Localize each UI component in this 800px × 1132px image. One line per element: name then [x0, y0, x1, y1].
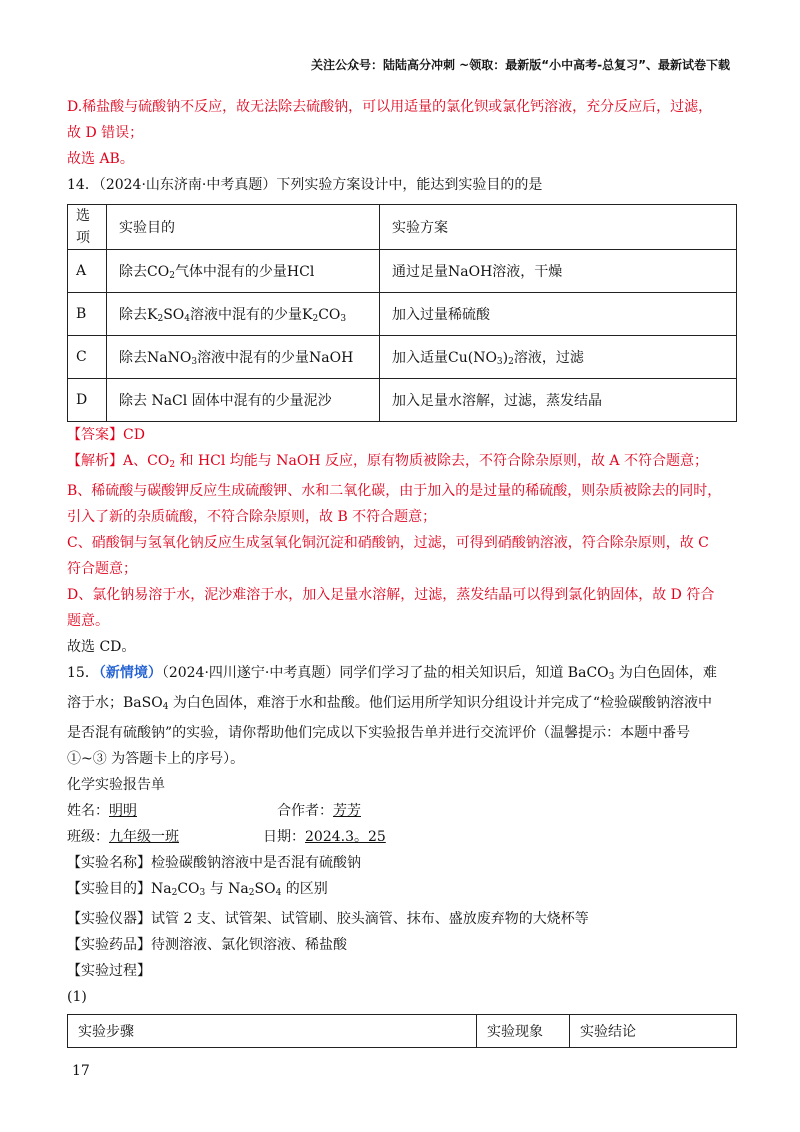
q15-head-phenomena: 实验现象 [477, 1015, 570, 1048]
q15-table [67, 1014, 737, 1048]
q15-header-row [68, 1015, 737, 1048]
q14-analysis-d2: 题意。 [67, 613, 109, 629]
prev-d-line1: D.稀盐酸与硫酸钠不反应，故无法除去硫酸钠，可以用适量的氯化钡或氯化钙溶液，充分反应后，过滤， [67, 99, 713, 115]
table-row [68, 250, 737, 293]
class-value: 九年级一班 [109, 829, 179, 845]
date-label: 日期： [263, 829, 305, 845]
exp-process: 【实验过程】 [67, 963, 151, 979]
report-title: 化学实验报告单 [67, 777, 165, 793]
exp-sub1: (1) [67, 989, 87, 1005]
q14-goal-a: 除去$CO_2$气体中混有的少量HCl [107, 250, 380, 293]
table-row [68, 379, 737, 422]
class-label: 班级： [67, 829, 109, 845]
q14-analysis-c1: C、硝酸铜与氢氧化钠反应生成氢氧化铜沉淀和硝酸钠，过滤，可得到硝酸钠溶液，符合除杂原则，故 C [67, 535, 709, 551]
q14-choose: 故选 CD。 [67, 639, 136, 655]
q14-goal-b: 除去$K_2SO_4$溶液中混有的少量$K_2CO_3$ [107, 293, 380, 336]
q14-head-plan: 实验方案 [380, 205, 737, 250]
report-class-row [67, 824, 737, 850]
exp-name: 【实验名称】检验碳酸钠溶液中是否混有硫酸钠 [67, 855, 361, 871]
q14-analysis-a: 【解析】A、$CO_2$ 和 HCl 均能与 NaOH 反应，原有物质被除去，不符合除杂原则，故 A 不符合题意； [67, 453, 708, 470]
q14-goal-c: 除去NaNO$_3$溶液中混有的少量NaOH [107, 336, 380, 379]
name-label: 姓名： [67, 803, 109, 819]
q15-head-steps: 实验步骤 [68, 1015, 477, 1048]
q15-tag: （新情境） [98, 665, 162, 681]
q14-table [67, 204, 737, 422]
date-value: 2024.3。25 [305, 829, 386, 845]
q14-goal-d: 除去 NaCl 固体中混有的少量泥沙 [107, 379, 380, 422]
q15-stem: 15．（新情境）（2024·四川遂宁·中考真题）同学们学习了盐的相关知识后，知道 BaCO$_3$ 为白色固体，难 溶于水；BaSO$_4$ 为白色固体，难溶于水和盐酸。他们运用所学知识分组设计并完成了“检验碳酸钠溶液中 是否混有硫酸钠”的实验，请你帮助他们完成以下实验报告单并进行交流评价（温馨提示：本题中番号 ①~③ 为答题卡上的序号）。 [67, 665, 717, 767]
q15-number: 15． [67, 665, 99, 681]
page-number: 17 [72, 1063, 90, 1079]
partner-label: 合作者： [277, 803, 333, 819]
partner-value: 芳芳 [333, 803, 361, 819]
q14-analysis-d1: D、氯化钠易溶于水，泥沙难溶于水，加入足量水溶解，过滤，蒸发结晶可以得到氯化钠固体，故 D 符合 [67, 587, 715, 603]
q14-opt-c: C [68, 336, 107, 379]
q14-opt-b: B [68, 293, 107, 336]
q14-analysis-c2: 符合题意； [67, 561, 137, 577]
q14-analysis-b1: B、稀硫酸与碳酸钾反应生成硫酸钾、水和二氧化碳，由于加入的是过量的稀硫酸，则杂质被除去的同时， [67, 483, 722, 499]
q14-plan-c: 加入适量$Cu(NO_3)_2$溶液，过滤 [380, 336, 737, 379]
q14-head-option: 选 项 [68, 205, 107, 250]
prev-d-line2: 故 D 错误； [67, 125, 144, 141]
q14-opt-a: A [68, 250, 107, 293]
exp-reagents: 【实验药品】待测溶液、氯化钡溶液、稀盐酸 [67, 937, 347, 953]
table-row [68, 336, 737, 379]
exp-purpose: 【实验目的】$Na_2CO_3$ 与 $Na_2SO_4$ 的区别 [67, 881, 328, 898]
name-value: 明明 [109, 803, 137, 819]
q14-analysis-b2: 引入了新的杂质硫酸，不符合除杂原则，故 B 不符合题意； [67, 509, 437, 525]
report-name-row [67, 798, 737, 824]
q14-answer: 【答案】CD [67, 427, 145, 443]
page-content [67, 94, 737, 1048]
exp-instruments: 【实验仪器】试管 2 支、试管架、试管刷、胶头滴管、抹布、盛放废弃物的大烧杯等 [67, 911, 589, 927]
table-row [68, 293, 737, 336]
q14-plan-d: 加入足量水溶解，过滤，蒸发结晶 [380, 379, 737, 422]
prev-choose: 故选 AB。 [67, 151, 134, 167]
q14-opt-d: D [68, 379, 107, 422]
q14-stem: 14．（2024·山东济南·中考真题）下列实验方案设计中，能达到实验目的的是 [67, 177, 543, 193]
q14-plan-a: 通过足量NaOH溶液，干燥 [380, 250, 737, 293]
q14-header-row [68, 205, 737, 250]
q14-head-goal: 实验目的 [107, 205, 380, 250]
page-header: 关注公众号：陆陆高分冲刺 ~领取：最新版“小中高考-总复习”、最新试卷下载 [311, 58, 730, 72]
q14-plan-b: 加入过量稀硫酸 [380, 293, 737, 336]
q15-head-conclusion: 实验结论 [570, 1015, 737, 1048]
